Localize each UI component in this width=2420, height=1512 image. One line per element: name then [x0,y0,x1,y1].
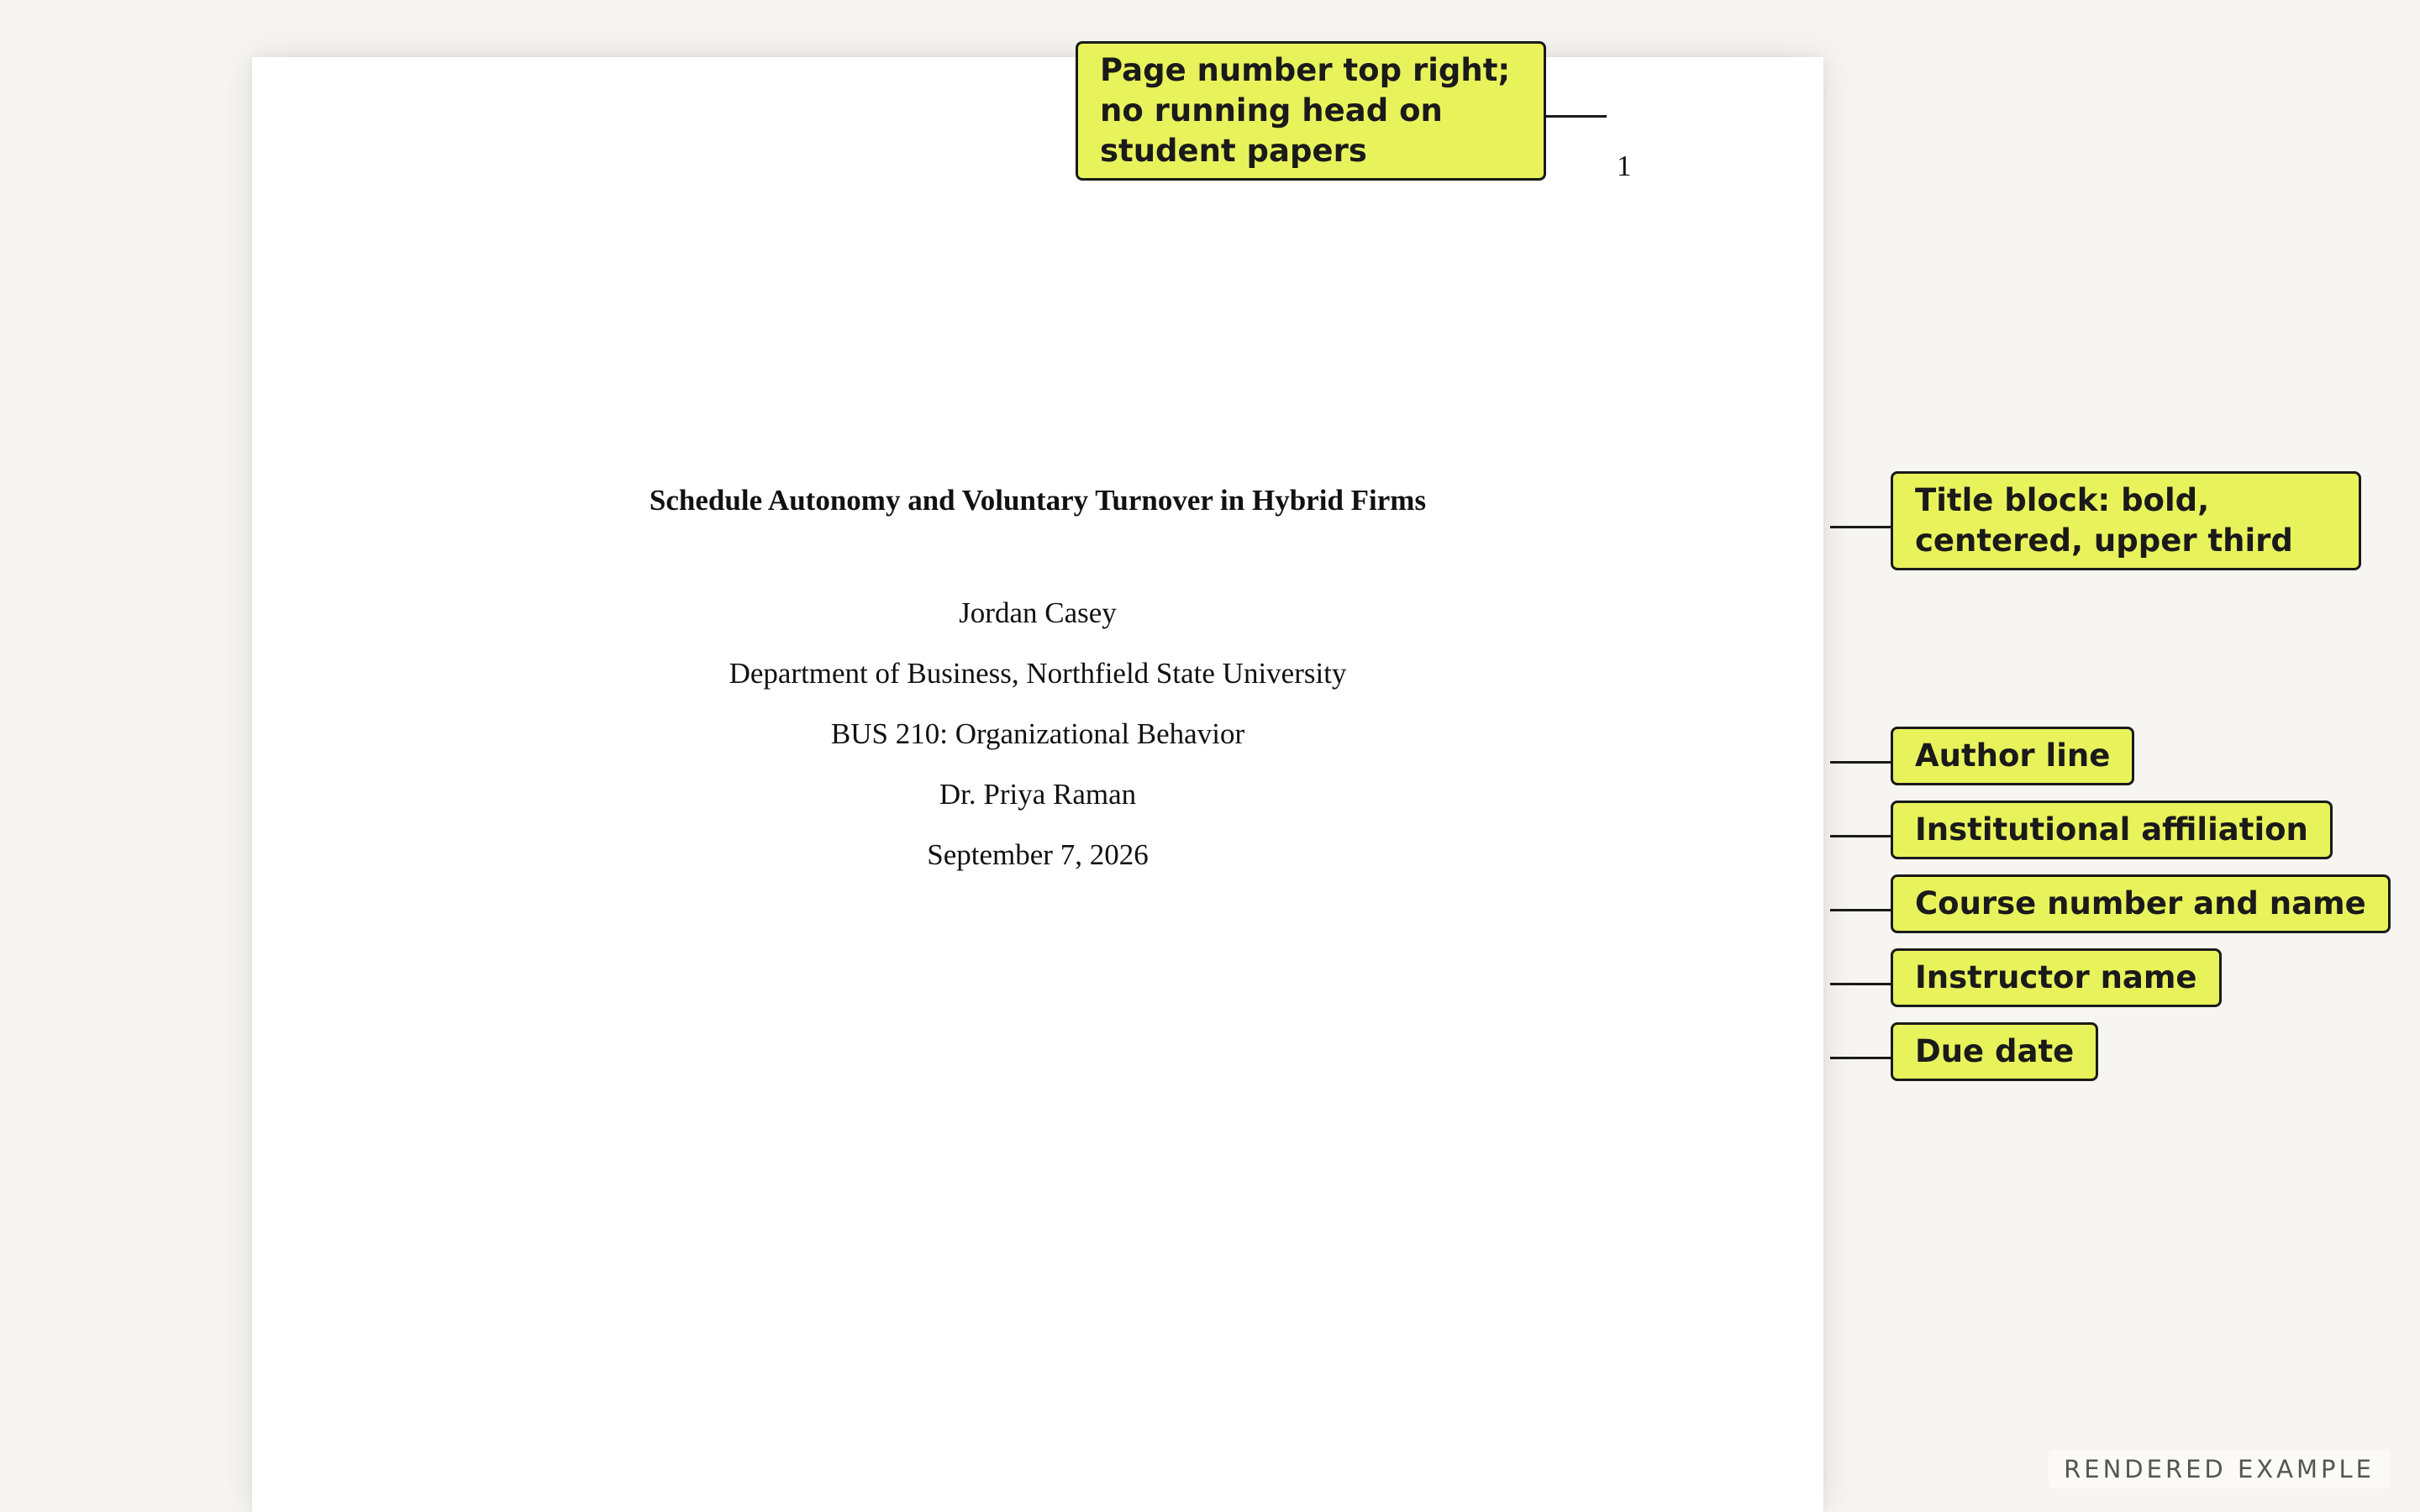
leader-author-line [1830,761,1891,764]
leader-due-date [1830,1057,1891,1059]
affiliation-line: Department of Business, Northfield State University [729,657,1347,690]
callout-title-block: Title block: bold, centered, upper third [1891,471,2361,570]
paper-title: Schedule Autonomy and Voluntary Turnover in Hybrid Firms [649,484,1427,517]
leader-course [1830,909,1891,911]
due-date-line: September 7, 2026 [927,838,1149,871]
callout-affiliation: Institutional affiliation [1891,801,2333,859]
callout-author-line: Author line [1891,727,2134,785]
callout-instructor: Instructor name [1891,948,2222,1007]
leader-title-block [1830,526,1891,528]
title-spacer [252,522,1823,583]
leader-affiliation [1830,835,1891,837]
rendered-example-badge: RENDERED EXAMPLE [2049,1450,2390,1488]
callout-course: Course number and name [1891,874,2391,933]
callout-page-number: Page number top right; no running head on student papers [1076,41,1546,181]
callout-due-date: Due date [1891,1022,2098,1081]
course-line: BUS 210: Organizational Behavior [830,717,1245,750]
leader-page-number [1546,115,1607,118]
instructor-line: Dr. Priya Raman [939,778,1137,811]
leader-instructor [1830,983,1891,985]
author-line: Jordan Casey [959,596,1117,629]
title-page-block [252,479,1823,885]
page-number: 1 [1617,150,1632,182]
